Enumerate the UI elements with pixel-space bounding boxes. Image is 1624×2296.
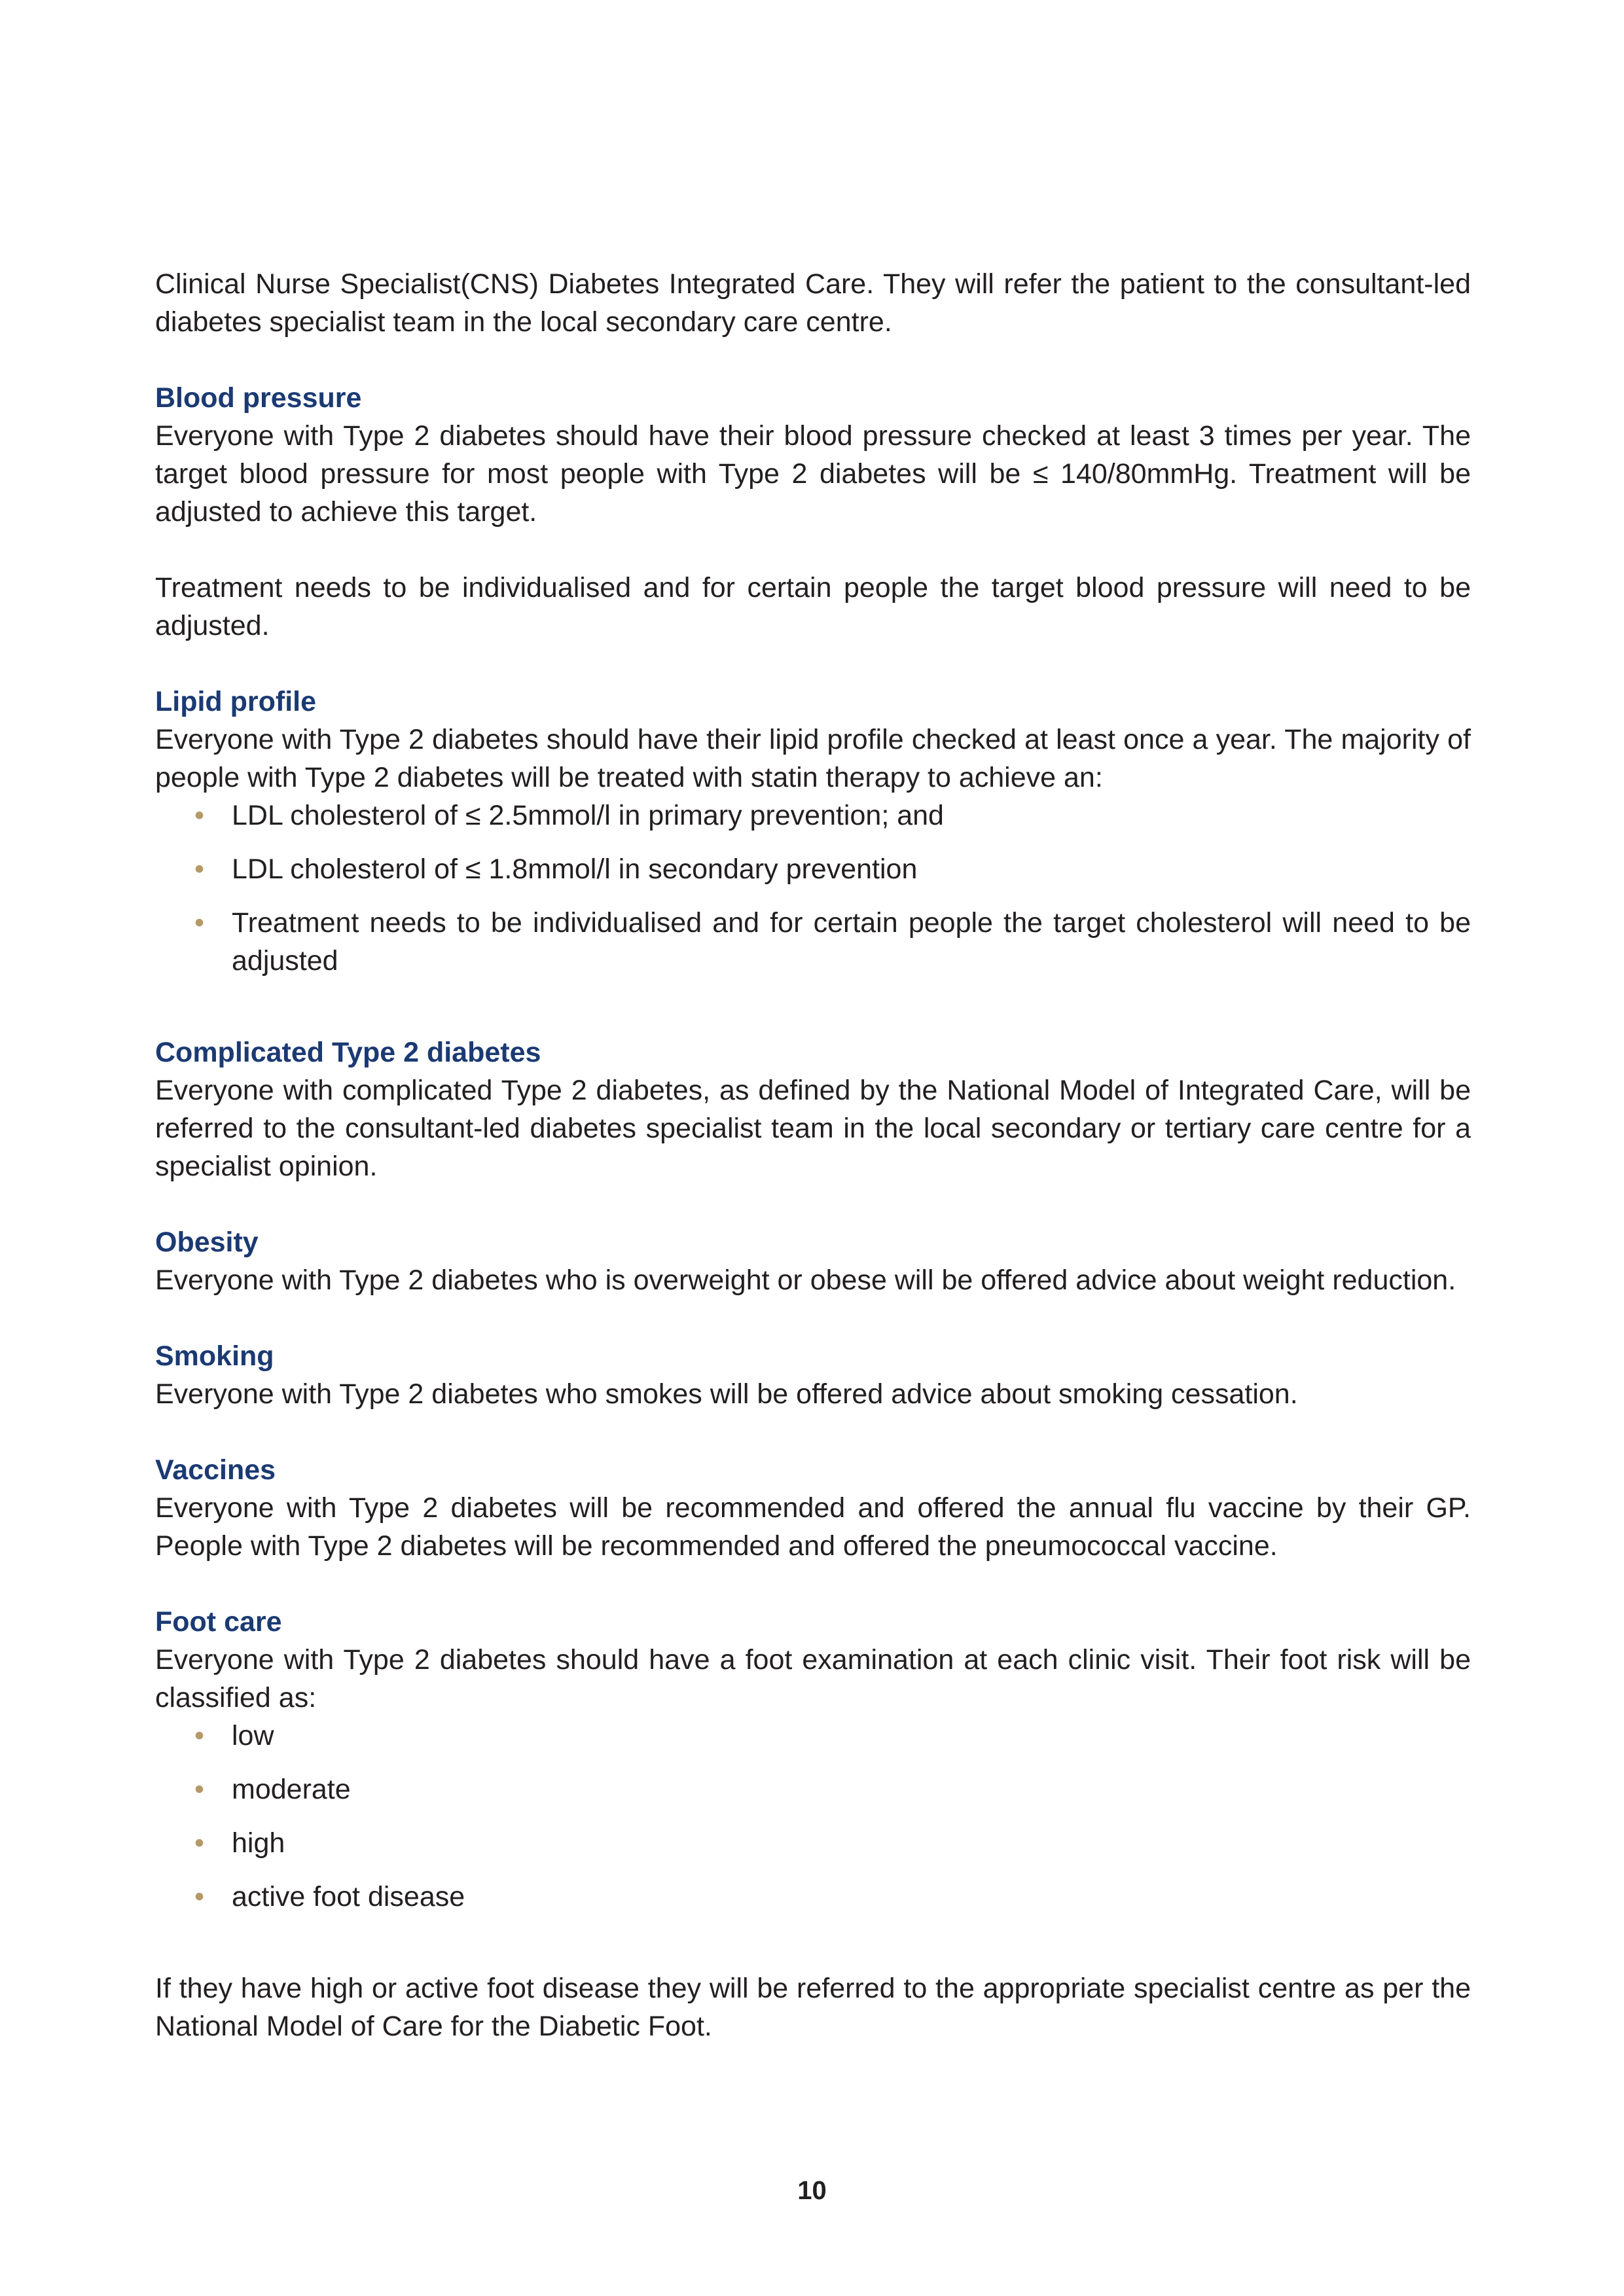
vaccines-heading: Vaccines xyxy=(155,1454,276,1486)
foot-care-paragraph: Everyone with Type 2 diabetes should have a foot examination at each clinic visit. Their foot risk will be classified as: xyxy=(155,1644,1471,1713)
vaccines-paragraph: Everyone with Type 2 diabetes will be recommended and offered the annual flu vaccine by their GP. People with Type 2 diabetes will be recommended and offered the pneumococcal vaccine. xyxy=(155,1492,1471,1562)
bullet-icon: • xyxy=(194,1774,205,1805)
obesity-heading: Obesity xyxy=(155,1227,259,1258)
lipid-profile-heading: Lipid profile xyxy=(155,686,317,717)
intro-paragraph: Clinical Nurse Specialist(CNS) Diabetes Integrated Care. They will refer the patient to the consultant-led diabetes specialist team in the local secondary care centre. xyxy=(155,268,1471,338)
blood-pressure-individualised-paragraph: Treatment needs to be individualised and for certain people the target blood pressure will need to be adjusted. xyxy=(155,572,1471,641)
lipid-profile-paragraph: Everyone with Type 2 diabetes should have their lipid profile checked at least once a year. The majority of people with Type 2 diabetes will be treated with statin therapy to achieve an: xyxy=(155,724,1471,793)
blood-pressure-paragraph: Everyone with Type 2 diabetes should have their blood pressure checked at least 3 times per year. The target blood pressure for most people with Type 2 diabetes will be ≤ 140/80mmHg. Treatment will be adjusted to achieve this target. xyxy=(155,420,1471,528)
list-item: • active foot disease xyxy=(155,1878,1471,1916)
list-item: • LDL cholesterol of ≤ 2.5mmol/l in primary prevention; and xyxy=(155,797,1471,834)
page-number: 10 xyxy=(797,2176,827,2205)
smoking-heading: Smoking xyxy=(155,1340,274,1372)
bullet-icon: • xyxy=(194,907,205,939)
list-item: • LDL cholesterol of ≤ 1.8mmol/l in secondary prevention xyxy=(155,850,1471,888)
complicated-diabetes-paragraph: Everyone with complicated Type 2 diabetes, as defined by the National Model of Integrated Care, will be referred to the consultant-led diabetes specialist team in the local secondary or tertiary care centre for a specialist opinion. xyxy=(155,1075,1471,1182)
smoking-paragraph: Everyone with Type 2 diabetes who smokes will be offered advice about smoking cessation. xyxy=(155,1378,1298,1410)
list-item: • Treatment needs to be individualised and for certain people the target cholesterol will need to be adjusted xyxy=(155,904,1471,980)
foot-care-closing-paragraph: If they have high or active foot disease they will be referred to the appropriate specialist centre as per the National Model of Care for the Diabetic Foot. xyxy=(155,1973,1471,2042)
bullet-icon: • xyxy=(194,853,205,885)
foot-risk-list xyxy=(155,1717,1471,1916)
list-item: • moderate xyxy=(155,1770,1471,1808)
lipid-profile-list xyxy=(155,797,1471,980)
bullet-icon: • xyxy=(194,800,205,831)
foot-care-heading: Foot care xyxy=(155,1606,282,1638)
list-item: • high xyxy=(155,1824,1471,1862)
list-item: • low xyxy=(155,1717,1471,1755)
complicated-diabetes-heading: Complicated Type 2 diabetes xyxy=(155,1037,541,1068)
obesity-paragraph: Everyone with Type 2 diabetes who is overweight or obese will be offered advice about weight reduction. xyxy=(155,1265,1456,1296)
bullet-icon: • xyxy=(194,1827,205,1859)
document-body xyxy=(155,265,1471,2045)
bullet-icon: • xyxy=(194,1720,205,1751)
blood-pressure-heading: Blood pressure xyxy=(155,382,362,414)
bullet-icon: • xyxy=(194,1881,205,1912)
